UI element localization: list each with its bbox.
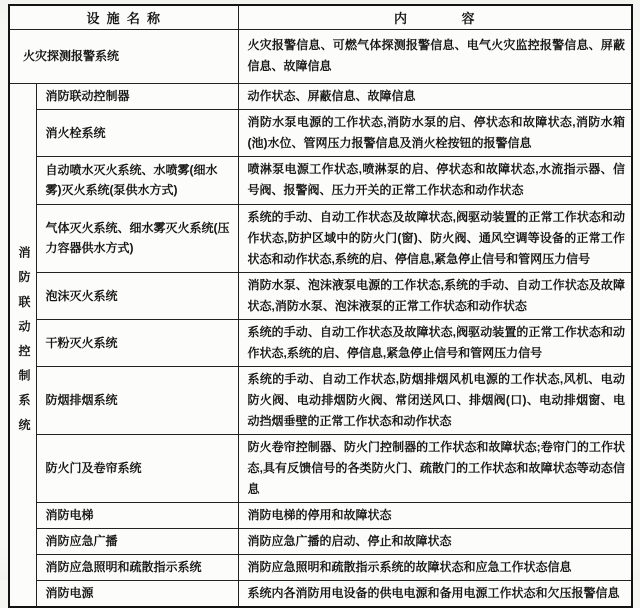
content-cell: 系统的手动、自动工作状态及故障状态,阀驱动装置的正常工作状态和动作状态,防护区域中的防火门(窗)、防火阀、通风空调等设备的正常工作状态和动作状态,系统的启、停信息,紧急停止信号和管网压力信号 bbox=[238, 204, 632, 272]
column-header-content: 内容 bbox=[238, 5, 632, 29]
facility-name-cell: 消防电梯 bbox=[36, 502, 238, 528]
fire-systems-table bbox=[8, 4, 633, 608]
facility-name-cell: 消火栓系统 bbox=[36, 109, 238, 156]
facility-name-cell: 消防电源 bbox=[36, 580, 238, 607]
facility-name-cell: 泡沫灭火系统 bbox=[36, 272, 238, 319]
table-row bbox=[9, 366, 632, 434]
table-row bbox=[9, 156, 632, 204]
content-cell: 系统的手动、自动工作状态,防烟排烟风机电源的工作状态,风机、电动防火阀、电动排烟防火阀、常闭送风口、排烟阀(口)、电动排烟窗、电动挡烟垂壁的正常工作状态和动作状态 bbox=[238, 366, 632, 434]
table-row bbox=[9, 319, 632, 366]
facility-name-cell: 气体灭火系统、细水雾灭火系统(压力容器供水方式) bbox=[36, 204, 238, 272]
facility-name-cell: 消防应急照明和疏散指示系统 bbox=[36, 554, 238, 580]
table-row bbox=[9, 109, 632, 156]
table-row bbox=[9, 204, 632, 272]
table-row bbox=[9, 528, 632, 554]
table-row bbox=[9, 272, 632, 319]
content-cell: 消防水泵、泡沫液泵电源的工作状态,系统的手动、自动工作状态及故障状态,消防水泵、泡沫液泵的正常工作状态和动作状态 bbox=[238, 272, 632, 319]
table-row bbox=[9, 554, 632, 580]
table-row bbox=[9, 29, 632, 83]
table-row bbox=[9, 83, 632, 109]
group-label-cell bbox=[9, 83, 36, 607]
facility-name-cell: 干粉灭火系统 bbox=[36, 319, 238, 366]
column-header-facility-name: 设施名称 bbox=[9, 5, 238, 29]
facility-name-cell: 自动喷水灭火系统、水喷雾(细水雾)灭火系统(泵供水方式) bbox=[36, 156, 238, 204]
content-cell: 消防应急照明和疏散指示系统的故障状态和应急工作状态信息 bbox=[238, 554, 632, 580]
content-cell: 火灾报警信息、可燃气体探测报警信息、电气火灾监控报警信息、屏蔽信息、故障信息 bbox=[238, 29, 632, 83]
content-cell: 防火卷帘控制器、防火门控制器的工作状态和故障状态;卷帘门的工作状态,具有反馈信号的各类防火门、疏散门的工作状态和故障状态等动态信息 bbox=[238, 434, 632, 502]
content-cell: 消防水泵电源的工作状态,消防水泵的启、停状态和故障状态,消防水箱(池)水位、管网压力报警信息及消火栓按钮的报警信息 bbox=[238, 109, 632, 156]
facility-name-cell: 火灾探测报警系统 bbox=[9, 29, 238, 83]
group-label-vertical-text: 消防联动控制系统 bbox=[17, 246, 31, 443]
facility-name-cell: 消防联动控制器 bbox=[36, 83, 238, 109]
table-row bbox=[9, 580, 632, 607]
content-cell: 消防应急广播的启动、停止和故障状态 bbox=[238, 528, 632, 554]
facility-name-cell: 防火门及卷帘系统 bbox=[36, 434, 238, 502]
content-cell: 喷淋泵电源工作状态,喷淋泵的启、停状态和故障状态,水流指示器、信号阀、报警阀、压力开关的正常工作状态和动作状态 bbox=[238, 156, 632, 204]
table-row bbox=[9, 502, 632, 528]
header-row bbox=[9, 5, 632, 29]
facility-name-cell: 防烟排烟系统 bbox=[36, 366, 238, 434]
facility-name-cell: 消防应急广播 bbox=[36, 528, 238, 554]
content-cell: 系统内各消防用电设备的供电电源和备用电源工作状态和欠压报警信息 bbox=[238, 580, 632, 607]
table-row bbox=[9, 434, 632, 502]
content-cell: 系统的手动、自动工作状态及故障状态,阀驱动装置的正常工作状态和动作状态,系统的启、停信息,紧急停止信号和管网压力信号 bbox=[238, 319, 632, 366]
content-cell: 动作状态、屏蔽信息、故障信息 bbox=[238, 83, 632, 109]
content-cell: 消防电梯的停用和故障状态 bbox=[238, 502, 632, 528]
